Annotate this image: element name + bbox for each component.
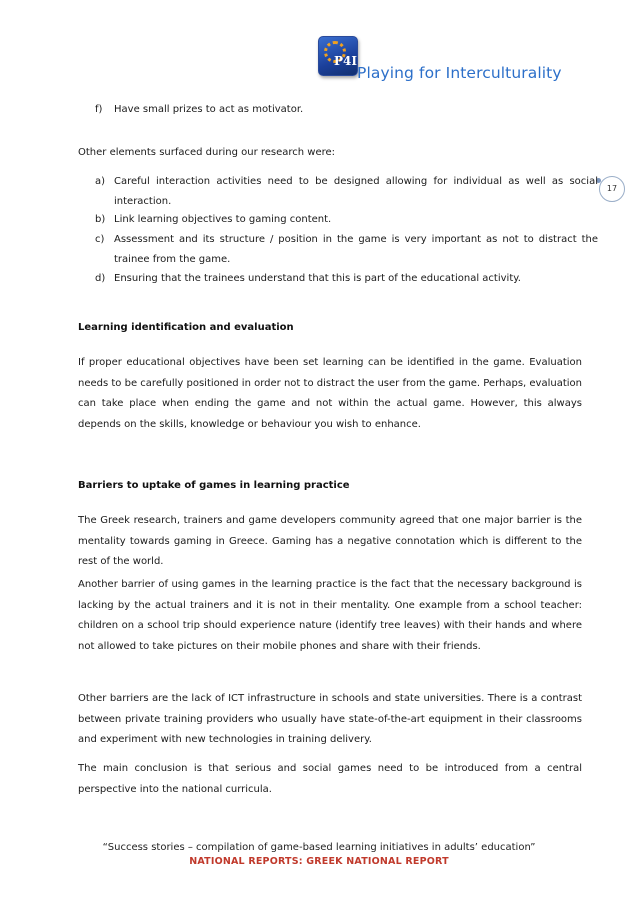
page-number: 17 xyxy=(599,176,625,202)
list-item-label: d) xyxy=(95,273,106,284)
list-item-text: Link learning objectives to gaming content. xyxy=(114,214,332,225)
paragraph: The Greek research, trainers and game developers community agreed that one major barrier is the mentality towards gaming in Greece. Gaming has a negative connotation which is different to the rest of the world. xyxy=(78,515,582,567)
list-item-label: a) xyxy=(95,176,106,187)
list-item-label: c) xyxy=(95,234,105,245)
paragraph: Other barriers are the lack of ICT infrastructure in schools and state universities. There is a contrast between private training providers who usually have state-of-the-art equipment in their classrooms and experiment with new technologies in training delivery. xyxy=(78,693,582,745)
section-heading: Barriers to uptake of games in learning practice xyxy=(78,480,350,491)
p4i-logo xyxy=(318,36,358,76)
footer-title: “Success stories – compilation of game-based learning initiatives in adults’ education” xyxy=(102,842,536,853)
list-item xyxy=(95,230,605,270)
intro-text: Other elements surfaced during our research were: xyxy=(78,147,336,158)
list-item xyxy=(95,210,605,230)
list-item-text: Assessment and its structure / position in the game is very important as not to distract the trainee from the game. xyxy=(114,234,598,265)
list-item-label: b) xyxy=(95,214,106,225)
paragraph: If proper educational objectives have been set learning can be identified in the game. Evaluation needs to be carefully positioned in order not to distract the user from the game. Perhaps, evaluation can take place when ending the game and not within the actual game. However, this always depends on the skills, knowledge or behaviour you wish to enhance. xyxy=(78,357,582,430)
paragraph: The main conclusion is that serious and social games need to be introduced from a central perspective into the national curricula. xyxy=(78,763,582,795)
list-item xyxy=(95,269,605,289)
list-item-label: f) xyxy=(95,104,103,115)
paragraph: Another barrier of using games in the learning practice is the fact that the necessary background is lacking by the actual trainers and it is not in their mentality. One example from a school teacher: children on a school trip should experience nature (identify tree leaves) with their hands and where not allowed to take pictures on their mobile phones and share with their friends. xyxy=(78,579,582,652)
list-item xyxy=(95,172,605,212)
list-item-text: Ensuring that the trainees understand that this is part of the educational activity. xyxy=(114,273,521,284)
footer-subtitle: NATIONAL REPORTS: GREEK NATIONAL REPORT xyxy=(189,856,449,867)
brand-title: Playing for Interculturality xyxy=(357,64,562,82)
list-item-text: Careful interaction activities need to be designed allowing for individual as well as social interaction. xyxy=(114,176,598,207)
list-item xyxy=(95,100,605,120)
section-heading: Learning identification and evaluation xyxy=(78,322,294,333)
list-item-text: Have small prizes to act as motivator. xyxy=(114,104,304,115)
logo-text: P4I xyxy=(334,54,357,68)
